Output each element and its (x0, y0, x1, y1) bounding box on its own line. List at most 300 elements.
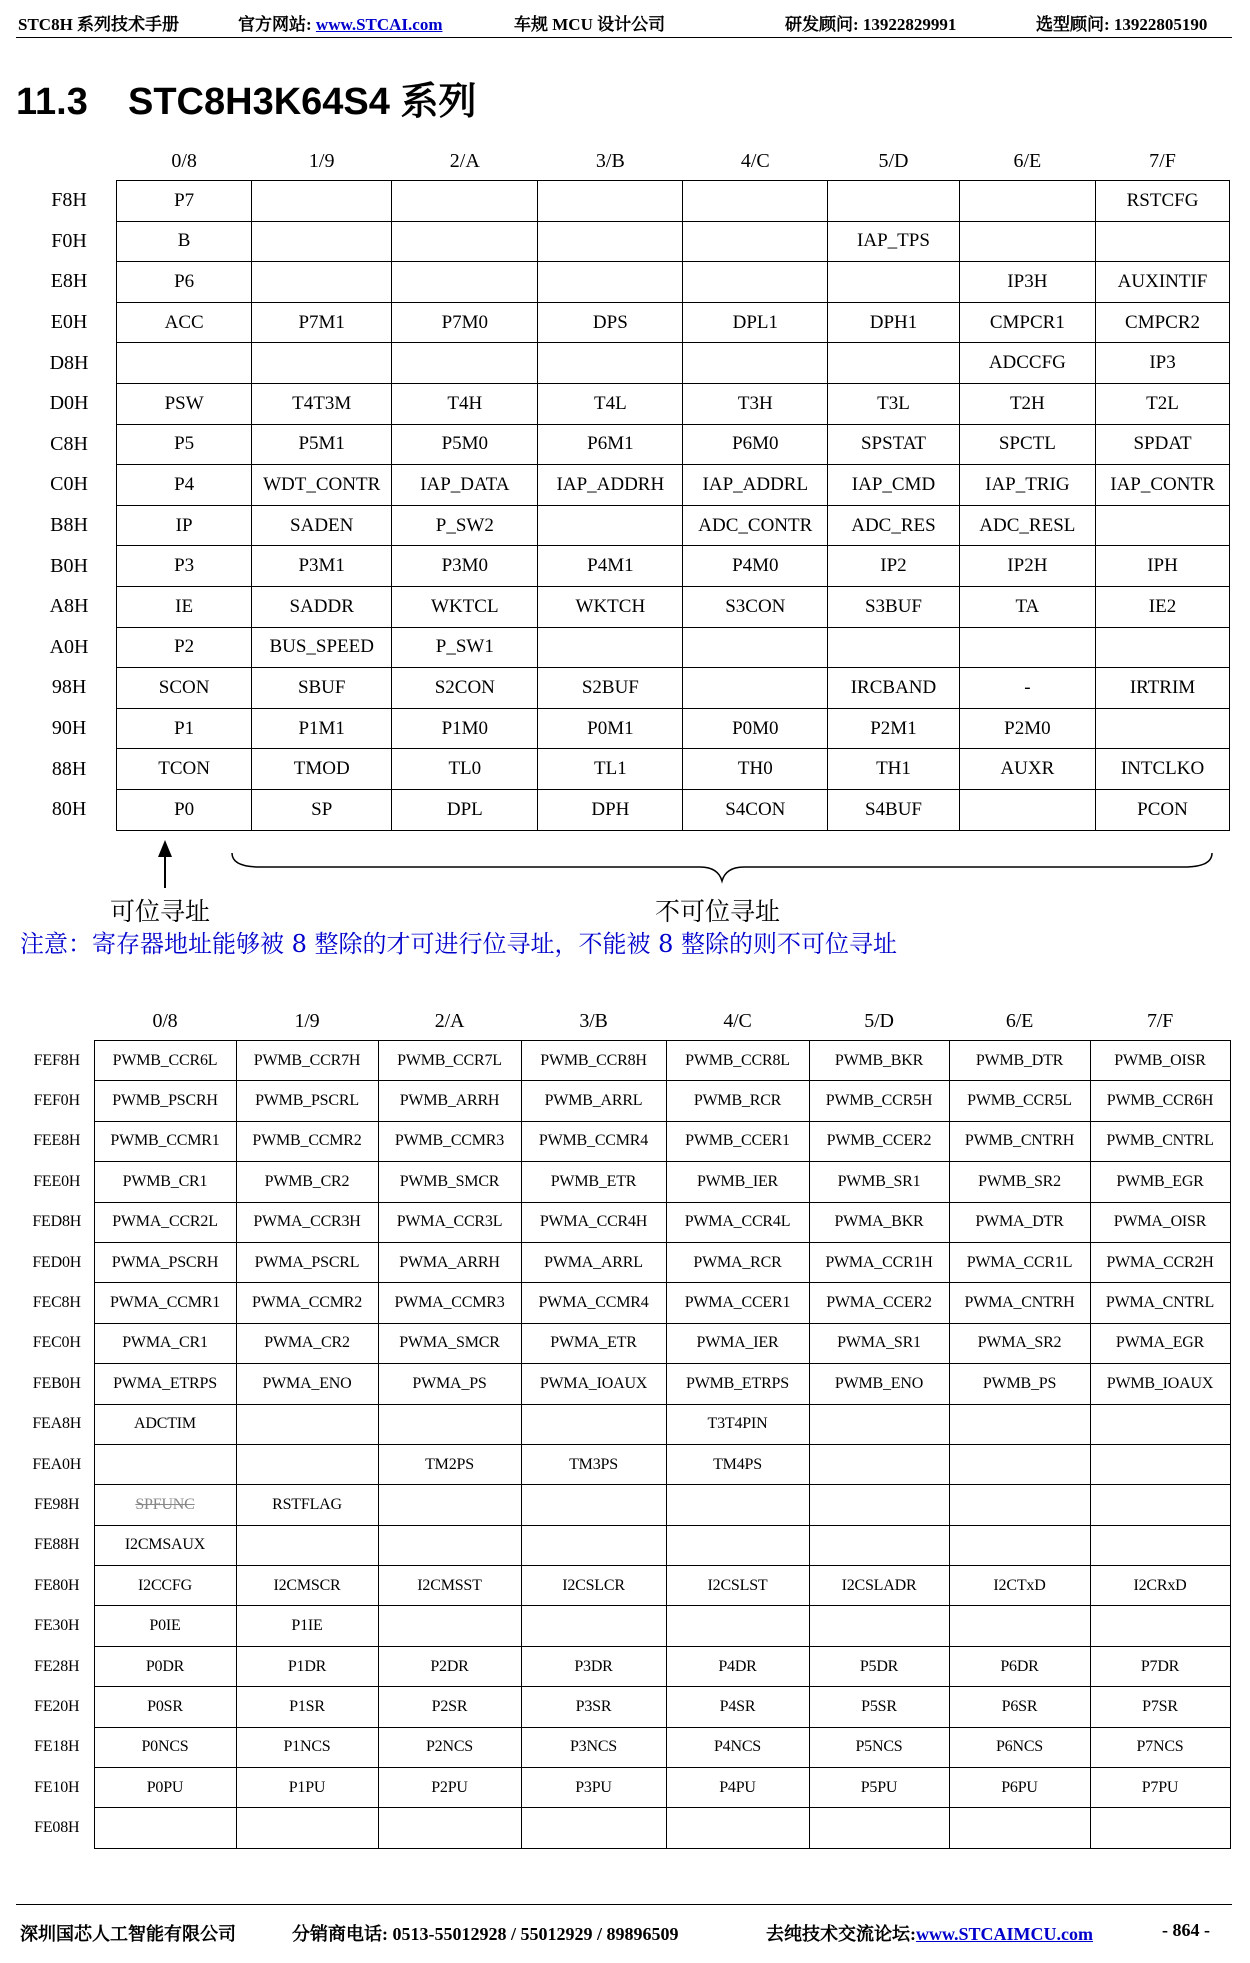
register-cell: PWMA_ARRL (521, 1242, 666, 1282)
register-cell (94, 1808, 236, 1848)
register-cell: P5SR (809, 1687, 949, 1727)
row-address: FE30H (34, 1617, 80, 1635)
register-cell: PWMA_CCR4L (666, 1202, 809, 1242)
register-cell: PWMB_SMCR (378, 1162, 521, 1202)
register-cell: IAP_CMD (828, 465, 959, 506)
register-cell (809, 1525, 949, 1565)
register-cell: SPFUNC (94, 1485, 236, 1525)
register-cell: PWMA_CR1 (94, 1323, 236, 1363)
register-cell: P0M1 (538, 708, 683, 749)
table-row (20, 1202, 1230, 1242)
register-cell: IPH (1096, 546, 1230, 587)
register-cell: IAP_TRIG (959, 465, 1095, 506)
manual-title: STC8H 系列技术手册 (18, 15, 180, 34)
register-cell (521, 1606, 666, 1646)
register-cell: P_SW2 (392, 505, 538, 546)
register-cell: SCON (117, 668, 252, 709)
column-header: 1/9 (294, 1009, 320, 1032)
register-cell (378, 1606, 521, 1646)
register-cell: S2CON (392, 668, 538, 709)
register-cell: PWMB_CCMR4 (521, 1121, 666, 1161)
register-cell: IP3H (959, 262, 1095, 303)
register-cell (236, 1404, 378, 1444)
register-cell: PWMA_CCMR1 (94, 1283, 236, 1323)
footer-divider (16, 1904, 1232, 1905)
register-cell: P4M1 (538, 546, 683, 587)
register-cell: PWMB_EGR (1090, 1162, 1230, 1202)
register-cell: PWMA_RCR (666, 1242, 809, 1282)
row-address: FE10H (34, 1778, 80, 1796)
register-cell: PWMB_CCR8H (521, 1041, 666, 1081)
register-cell (1090, 1606, 1230, 1646)
register-cell: PWMA_SR1 (809, 1323, 949, 1363)
register-cell: PWMB_CCER1 (666, 1121, 809, 1161)
row-address: A0H (49, 635, 89, 658)
register-cell: PWMA_CCR3L (378, 1202, 521, 1242)
column-header: 0/8 (171, 149, 197, 172)
row-address: 88H (51, 757, 87, 780)
register-cell (809, 1808, 949, 1848)
register-cell: ACC (117, 302, 252, 343)
register-cell: IP2H (959, 546, 1095, 587)
register-cell (666, 1606, 809, 1646)
column-header: 1/9 (308, 149, 335, 172)
column-header: 4/C (740, 149, 770, 172)
register-cell: P0 (117, 789, 252, 830)
register-cell: PWMB_CNTRL (1090, 1121, 1230, 1161)
register-cell: PSW (117, 383, 252, 424)
column-header: 0/8 (152, 1009, 178, 1032)
register-cell: PWMB_CCR8L (666, 1041, 809, 1081)
register-cell: BUS_SPEED (252, 627, 392, 668)
register-cell: TL0 (392, 749, 538, 790)
register-cell: P0IE (94, 1606, 236, 1646)
register-cell: P6 (117, 262, 252, 303)
row-address: FEA8H (32, 1415, 82, 1433)
register-cell (378, 1404, 521, 1444)
bit-addressable-label: 可位寻址 (110, 897, 211, 926)
section-number: 11.3 (16, 81, 88, 123)
register-cell: P6SR (949, 1687, 1090, 1727)
register-cell (521, 1525, 666, 1565)
row-address: FEC0H (32, 1334, 81, 1352)
register-cell: TL1 (538, 749, 683, 790)
register-cell: P3DR (521, 1646, 666, 1686)
register-cell: PWMA_IOAUX (521, 1364, 666, 1404)
register-cell: AUXR (959, 749, 1095, 790)
register-cell: I2CMSCR (236, 1566, 378, 1606)
table-row (20, 1121, 1230, 1161)
register-cell (378, 1525, 521, 1565)
register-cell: P2 (117, 627, 252, 668)
register-cell: PWMB_BKR (809, 1041, 949, 1081)
table-row (20, 1646, 1230, 1686)
register-cell: I2CRxD (1090, 1566, 1230, 1606)
register-cell (949, 1808, 1090, 1848)
register-cell: PWMA_CCMR4 (521, 1283, 666, 1323)
register-cell: I2CTxD (949, 1566, 1090, 1606)
register-cell: PWMA_EGR (1090, 1323, 1230, 1363)
register-cell: PWMA_ENO (236, 1364, 378, 1404)
register-cell: T3L (828, 383, 959, 424)
register-cell: PWMB_CCR7H (236, 1041, 378, 1081)
row-address: FE18H (34, 1738, 80, 1756)
register-cell: P6DR (949, 1646, 1090, 1686)
register-cell: P7DR (1090, 1646, 1230, 1686)
register-cell: SPSTAT (828, 424, 959, 465)
register-cell: PWMA_IER (666, 1323, 809, 1363)
register-cell: PWMB_CCMR1 (94, 1121, 236, 1161)
register-cell: P3SR (521, 1687, 666, 1727)
register-cell: IAP_DATA (392, 465, 538, 506)
register-cell (949, 1404, 1090, 1444)
xsfr-column-header-row (20, 1002, 1230, 1041)
register-cell (521, 1808, 666, 1848)
register-cell: DPL (392, 789, 538, 830)
register-cell: PWMA_ARRH (378, 1242, 521, 1282)
register-cell: P4 (117, 465, 252, 506)
register-cell: SADDR (252, 586, 392, 627)
register-cell: P4SR (666, 1687, 809, 1727)
register-cell: PWMB_ARRH (378, 1081, 521, 1121)
table-row (20, 1081, 1230, 1121)
footer-forum (766, 1920, 1093, 1946)
register-cell: PWMA_CNTRL (1090, 1283, 1230, 1323)
register-cell: P3M0 (392, 546, 538, 587)
register-cell: ADC_RESL (959, 505, 1095, 546)
register-cell: PWMA_CCER1 (666, 1283, 809, 1323)
register-cell: PWMB_CCR5L (949, 1081, 1090, 1121)
brace-icon (232, 853, 1212, 881)
register-cell: PWMB_CCR6L (94, 1041, 236, 1081)
register-cell: PWMA_CCMR2 (236, 1283, 378, 1323)
register-cell: P1SR (236, 1687, 378, 1727)
register-cell: P2SR (378, 1687, 521, 1727)
table-row (20, 1485, 1230, 1525)
row-address: FE88H (34, 1536, 80, 1554)
row-address: FEE8H (33, 1132, 81, 1150)
register-cell (1090, 1808, 1230, 1848)
register-cell: PWMB_PSCRL (236, 1081, 378, 1121)
register-cell: PWMB_CCR7L (378, 1041, 521, 1081)
register-cell: S4CON (683, 789, 828, 830)
register-cell (666, 1525, 809, 1565)
register-cell: P5M1 (252, 424, 392, 465)
register-cell: PWMB_PS (949, 1364, 1090, 1404)
register-cell (809, 1485, 949, 1525)
register-cell: P1NCS (236, 1727, 378, 1767)
register-cell: DPS (538, 302, 683, 343)
table-row (20, 1162, 1230, 1202)
register-cell: IP (117, 505, 252, 546)
register-cell: INTCLKO (1096, 749, 1230, 790)
table-row (20, 1808, 1230, 1848)
row-address: FE98H (34, 1495, 80, 1513)
forum-label: 去纯技术交流论坛: (766, 1924, 916, 1944)
register-cell: IAP_TPS (828, 221, 959, 262)
register-cell: P7PU (1090, 1768, 1230, 1808)
table-row (20, 1525, 1230, 1565)
register-cell: T2L (1096, 383, 1230, 424)
register-cell: WKTCL (392, 586, 538, 627)
register-cell: TCON (117, 749, 252, 790)
register-cell: DPL1 (683, 302, 828, 343)
register-cell: PWMB_IER (666, 1162, 809, 1202)
register-cell: TM4PS (666, 1444, 809, 1484)
register-cell (949, 1525, 1090, 1565)
row-address: C8H (50, 432, 88, 455)
register-cell: P2M0 (959, 708, 1095, 749)
register-cell (1090, 1444, 1230, 1484)
register-cell: P0M0 (683, 708, 828, 749)
register-cell: PWMA_ETR (521, 1323, 666, 1363)
register-cell: PWMB_ETRPS (666, 1364, 809, 1404)
register-cell: P5M0 (392, 424, 538, 465)
register-cell: PWMA_PSCRH (94, 1242, 236, 1282)
register-cell: P5NCS (809, 1727, 949, 1767)
column-header: 2/A (449, 149, 480, 172)
register-cell: IAP_ADDRH (538, 465, 683, 506)
column-header: 5/D (864, 1009, 894, 1032)
column-header: 2/A (434, 1009, 465, 1032)
xsfr-table (20, 1002, 1231, 1849)
register-cell: P1DR (236, 1646, 378, 1686)
register-cell: P3NCS (521, 1727, 666, 1767)
register-cell (949, 1606, 1090, 1646)
register-cell (94, 1444, 236, 1484)
register-cell: T4L (538, 383, 683, 424)
register-cell: CMPCR1 (959, 302, 1095, 343)
register-cell: P0DR (94, 1646, 236, 1686)
register-cell: P7SR (1090, 1687, 1230, 1727)
register-cell: TM3PS (521, 1444, 666, 1484)
column-header: 7/F (1146, 1009, 1174, 1032)
register-cell: IAP_CONTR (1096, 465, 1230, 506)
table-row (20, 1606, 1230, 1646)
register-cell: PWMB_IOAUX (1090, 1364, 1230, 1404)
column-header: 6/E (1005, 1009, 1034, 1032)
register-cell: P0NCS (94, 1727, 236, 1767)
register-cell (809, 1444, 949, 1484)
register-cell: IP3 (1096, 343, 1230, 384)
register-cell: PWMA_CCER2 (809, 1283, 949, 1323)
page-footer (20, 1920, 1232, 1944)
register-cell: PWMB_ENO (809, 1364, 949, 1404)
register-cell: P3 (117, 546, 252, 587)
register-cell (949, 1444, 1090, 1484)
register-cell: T4H (392, 383, 538, 424)
row-address: F0H (51, 229, 87, 252)
register-cell: I2CCFG (94, 1566, 236, 1606)
table-row (20, 1404, 1230, 1444)
register-cell: I2CSLST (666, 1566, 809, 1606)
not-bit-addressable-label: 不可位寻址 (655, 897, 781, 926)
page-number: - 864 - (1162, 1920, 1210, 1940)
register-cell: PWMA_CR2 (236, 1323, 378, 1363)
register-cell (1090, 1404, 1230, 1444)
register-cell: PWMA_CCR2H (1090, 1242, 1230, 1282)
table-row (20, 1364, 1230, 1404)
register-cell: T3H (683, 383, 828, 424)
register-cell: T4T3M (252, 383, 392, 424)
register-cell: IRTRIM (1096, 668, 1230, 709)
register-cell: I2CSLADR (809, 1566, 949, 1606)
register-cell: PWMB_CR1 (94, 1162, 236, 1202)
register-cell: P1 (117, 708, 252, 749)
register-cell: TMOD (252, 749, 392, 790)
register-cell: PWMB_CCER2 (809, 1121, 949, 1161)
register-cell: IE (117, 586, 252, 627)
register-cell: WDT_CONTR (252, 465, 392, 506)
row-address: FEE0H (33, 1172, 81, 1190)
row-address: FE08H (34, 1819, 80, 1837)
register-cell: RSTCFG (1096, 181, 1230, 222)
row-address: 80H (51, 798, 87, 821)
register-cell: P4DR (666, 1646, 809, 1686)
register-cell: P7 (117, 181, 252, 222)
register-cell: S3CON (683, 586, 828, 627)
register-cell (809, 1404, 949, 1444)
row-address: FE20H (34, 1697, 80, 1715)
register-cell (236, 1808, 378, 1848)
selection-advisor: 选型顾问: 13922805190 (1036, 15, 1208, 34)
table-row (20, 1041, 1230, 1081)
register-cell: PWMB_SR2 (949, 1162, 1090, 1202)
company-tagline: 车规 MCU 设计公司 (514, 15, 666, 34)
register-cell: I2CSLCR (521, 1566, 666, 1606)
register-cell: PWMB_CCR6H (1090, 1081, 1230, 1121)
row-address: FE80H (34, 1576, 80, 1594)
register-cell: IAP_ADDRL (683, 465, 828, 506)
row-address: 90H (51, 717, 87, 740)
register-cell: P2NCS (378, 1727, 521, 1767)
row-address: FEB0H (32, 1374, 81, 1392)
register-cell: - (959, 668, 1095, 709)
register-cell: RSTFLAG (236, 1485, 378, 1525)
row-address: FEA0H (32, 1455, 82, 1473)
table-row (20, 1242, 1230, 1282)
rd-advisor: 研发顾问: 13922829991 (785, 15, 957, 34)
register-cell: P5PU (809, 1768, 949, 1808)
register-cell (1090, 1525, 1230, 1565)
register-cell: PWMB_PSCRH (94, 1081, 236, 1121)
table-row (20, 1283, 1230, 1323)
register-cell: I2CMSAUX (94, 1525, 236, 1565)
register-cell: P_SW1 (392, 627, 538, 668)
register-cell: SPCTL (959, 424, 1095, 465)
register-cell: P1M0 (392, 708, 538, 749)
register-cell: TH1 (828, 749, 959, 790)
register-cell: P6NCS (949, 1727, 1090, 1767)
register-cell: P0PU (94, 1768, 236, 1808)
footer-company: 深圳国芯人工智能有限公司 (20, 1924, 236, 1944)
column-header: 6/E (1013, 149, 1042, 172)
register-cell (809, 1606, 949, 1646)
register-cell: PWMA_ETRPS (94, 1364, 236, 1404)
register-cell (521, 1404, 666, 1444)
register-cell: P3PU (521, 1768, 666, 1808)
register-cell: P2PU (378, 1768, 521, 1808)
register-cell: PWMB_OISR (1090, 1041, 1230, 1081)
register-cell: TH0 (683, 749, 828, 790)
register-cell (236, 1444, 378, 1484)
register-cell: IE2 (1096, 586, 1230, 627)
register-cell: P2M1 (828, 708, 959, 749)
register-cell: PWMA_OISR (1090, 1202, 1230, 1242)
row-address: FED8H (32, 1213, 82, 1231)
register-cell: ADC_RES (828, 505, 959, 546)
register-cell: TA (959, 586, 1095, 627)
register-cell: P1PU (236, 1768, 378, 1808)
table-row (20, 1687, 1230, 1727)
register-cell: P3M1 (252, 546, 392, 587)
site-link[interactable]: www.STCAI.com (315, 15, 443, 34)
register-cell: SP (252, 789, 392, 830)
register-cell: T3T4PIN (666, 1404, 809, 1444)
table-row (20, 1727, 1230, 1767)
register-cell: P7M0 (392, 302, 538, 343)
register-cell: ADC_CONTR (683, 505, 828, 546)
note-text: 注意：寄存器地址能够被 8 整除的才可进行位寻址，不能被 8 整除的则不可位寻址 (20, 930, 898, 958)
row-address: FEC8H (32, 1294, 81, 1312)
corner-cell (20, 1002, 94, 1041)
register-cell (1090, 1485, 1230, 1525)
register-cell: DPH (538, 789, 683, 830)
register-cell: P5DR (809, 1646, 949, 1686)
register-cell (949, 1485, 1090, 1525)
row-address: B0H (50, 554, 88, 577)
register-cell: P4NCS (666, 1727, 809, 1767)
register-cell: PWMA_PSCRL (236, 1242, 378, 1282)
section-name: STC8H3K64S4 系列 (128, 81, 477, 123)
register-cell: P4M0 (683, 546, 828, 587)
register-cell: PWMA_CCR3H (236, 1202, 378, 1242)
register-cell (378, 1808, 521, 1848)
register-cell: PCON (1096, 789, 1230, 830)
register-cell: P6M0 (683, 424, 828, 465)
register-cell: IRCBAND (828, 668, 959, 709)
register-cell: PWMB_SR1 (809, 1162, 949, 1202)
register-cell (236, 1525, 378, 1565)
row-address: FED0H (32, 1253, 82, 1271)
register-cell: T2H (959, 383, 1095, 424)
register-cell: PWMA_CCR1H (809, 1242, 949, 1282)
register-cell: P1M1 (252, 708, 392, 749)
register-cell: S3BUF (828, 586, 959, 627)
column-header: 4/C (723, 1009, 752, 1032)
register-cell: SBUF (252, 668, 392, 709)
register-cell (378, 1485, 521, 1525)
register-cell: IP2 (828, 546, 959, 587)
register-cell: DPH1 (828, 302, 959, 343)
register-cell: PWMA_DTR (949, 1202, 1090, 1242)
forum-link[interactable]: www.STCAIMCU.com (916, 1924, 1093, 1944)
footer-phone: 分销商电话: 0513-55012928 / 55012929 / 89896509 (292, 1924, 679, 1944)
register-cell: B (117, 221, 252, 262)
arrow-up-icon (158, 840, 172, 857)
register-cell: P4PU (666, 1768, 809, 1808)
register-cell: PWMB_CCMR3 (378, 1121, 521, 1161)
row-address: FEF8H (33, 1051, 80, 1069)
register-cell: WKTCH (538, 586, 683, 627)
row-address: FEF0H (33, 1092, 80, 1110)
register-cell: P7NCS (1090, 1727, 1230, 1767)
row-address: D8H (49, 351, 89, 374)
register-cell: PWMB_ETR (521, 1162, 666, 1202)
register-cell: PWMB_CNTRH (949, 1121, 1090, 1161)
column-header: 3/B (595, 149, 625, 172)
register-cell: PWMB_CCR5H (809, 1081, 949, 1121)
